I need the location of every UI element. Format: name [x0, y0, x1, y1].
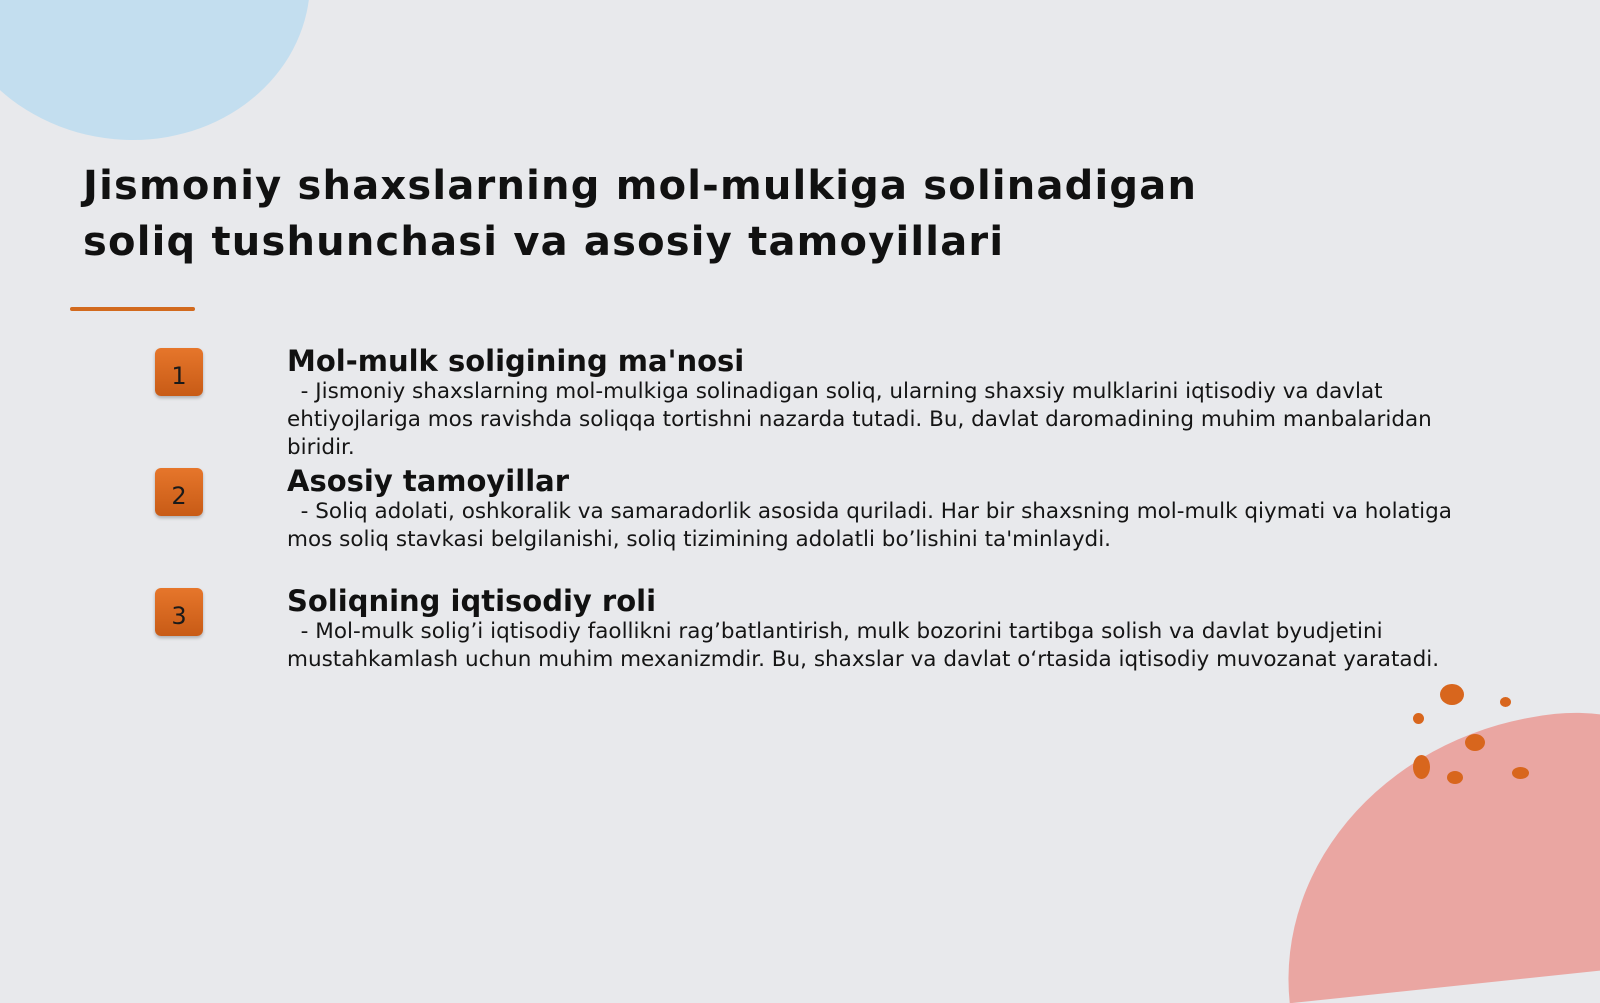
slide-title: Jismoniy shaxslarning mol-mulkiga solinadigan soliq tushunchasi va asosiy tamoyillari [83, 163, 1198, 265]
decorative-blue-blob [0, 0, 310, 140]
decorative-dot [1440, 684, 1464, 705]
item-description: - Jismoniy shaxslarning mol-mulkiga solinadigan soliq, ularning shaxsiy mulklarini iqtisodiy va davlat ehtiyojlariga mos ravishda soliqqa tortishni nazarda tutadi. Bu, davlat daromadining muhim manbalaridan biridir. [287, 379, 1439, 460]
item-heading: Asosiy tamoyillar [287, 464, 569, 498]
item-description: - Soliq adolati, oshkoralik va samaradorlik asosida quriladi. Har bir shaxsning mol-mulk qiymati va holatiga mos soliq stavkasi belgilanishi, soliq tizimining adolatli bo’lishini ta'minlaydi. [287, 499, 1459, 552]
title-underline [70, 307, 195, 311]
decorative-dot [1447, 771, 1463, 784]
decorative-pink-blob [1263, 701, 1600, 1003]
item-number-badge: 1 [155, 348, 203, 396]
item-description: - Mol-mulk solig’i iqtisodiy faollikni rag’batlantirish, mulk bozorini tartibga solish va davlat byudjetini mustahkamlash uchun muhim mexanizmdir. Bu, shaxslar va davlat o‘rtasida iqtisodiy muvozanat yaratadi. [287, 619, 1440, 672]
item-number-badge: 2 [155, 468, 203, 516]
item-number-badge: 3 [155, 588, 203, 636]
decorative-dot [1413, 713, 1424, 724]
item-heading: Soliqning iqtisodiy roli [287, 584, 657, 618]
decorative-dot [1512, 767, 1529, 779]
decorative-dot [1465, 734, 1485, 751]
decorative-dot [1500, 697, 1511, 707]
item-heading: Mol-mulk soligining ma'nosi [287, 344, 745, 378]
decorative-dot [1413, 755, 1430, 779]
